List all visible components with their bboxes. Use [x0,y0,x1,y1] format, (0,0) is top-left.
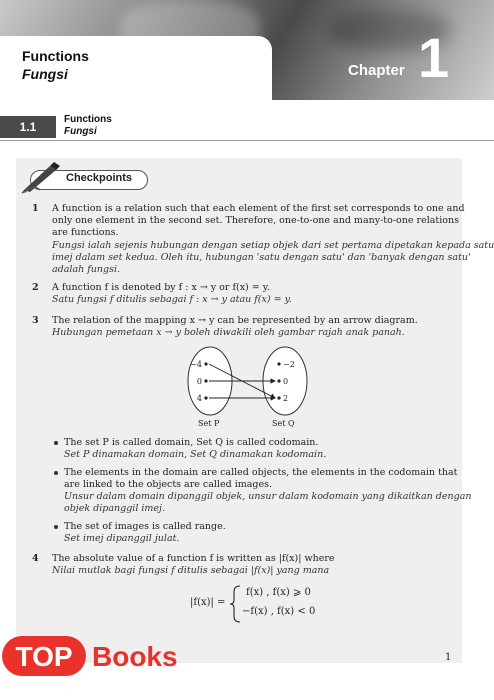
codomain-value: −2 [283,360,295,369]
codomain-value: 2 [283,394,289,403]
bullet-dot [54,525,58,529]
point2-text: A function f is denoted by f : x → y or f(x) = y. [52,282,270,293]
domain-point [204,396,207,399]
bullet-dot [54,471,58,475]
codomain-point [277,362,280,365]
bullet1-malay: Set P dinamakan domain, Set Q dinamakan kodomain. [64,449,327,460]
point2-malay: Satu fungsi f ditulis sebagai f : x → y atau f(x) = y. [52,294,292,305]
bullet1-text: The set P is called domain, Set Q is called codomain. [64,437,319,448]
section-title: Functions [64,114,112,125]
formula-lhs: |f(x)| = [190,597,226,608]
set-q-label: Set Q [272,419,295,428]
point1-text-line1: A function is a relation such that each element of the first set corresponds to one and [52,203,465,214]
codomain-point [277,396,280,399]
domain-point [204,362,207,365]
point4-malay: Nilai mutlak bagi fungsi f ditulis sebagai |f(x)| yang mana [52,565,330,576]
section-divider [0,140,494,141]
section-title-malay: Fungsi [64,126,97,137]
bullet2-text-line2: are linked to the objects are called images. [64,479,272,490]
chapter-title: Functions [22,48,89,64]
set-p-label: Set P [198,419,220,428]
formula-case1: f(x) , f(x) ⩾ 0 [246,587,311,598]
point1-text-line2: only one element in the second set. Therefore, one-to-one and many-to-one relations [52,215,459,226]
chapter-label: Chapter [348,62,405,79]
checkpoints-label: Checkpoints [66,172,133,184]
section-number: 1.1 [0,116,56,138]
point3-text: The relation of the mapping x → y can be represented by an arrow diagram. [52,315,418,326]
codomain-value: 0 [283,377,289,386]
pen-icon [20,160,66,194]
point-number: 2 [32,282,39,293]
chapter-number: 1 [418,26,450,89]
point1-malay-line1: Fungsi ialah sejenis hubungan dengan setiap objek dari set pertama dipetakan kepada satu [52,240,494,251]
domain-value: 4 [196,394,202,403]
logo-books-text: Books [92,641,178,672]
chapter-title-malay: Fungsi [22,66,68,82]
point1-malay-line3: adalah fungsi. [52,264,121,275]
codomain-point [277,379,280,382]
point-number: 1 [32,203,39,214]
bullet3-malay: Set imej dipanggil julat. [64,533,180,544]
domain-value: 0 [196,377,202,386]
point-number: 3 [32,315,39,326]
point4-text: The absolute value of a function f is written as |f(x)| where [52,553,335,564]
point-number: 4 [32,553,39,564]
bullet-dot [54,441,58,445]
point1-text-line3: are functions. [52,227,119,238]
topbooks-logo [0,628,220,680]
formula-brace [228,584,242,624]
bullet2-malay-line2: objek dipanggil imej. [64,503,166,514]
domain-point [204,379,207,382]
point3-malay: Hubungan pemetaan x → y boleh diwakili oleh gambar rajah anak panah. [52,327,405,338]
domain-value: −4 [190,360,202,369]
bullet2-text-line1: The elements in the domain are called objects, the elements in the codomain that [64,467,458,478]
bullet2-malay-line1: Unsur dalam domain dipanggil objek, unsur dalam kodomain yang dikaitkan dengan [64,491,472,502]
point1-malay-line2: imej dalam set kedua. Oleh itu, hubungan 'satu dengan satu' dan 'banyak dengan satu' [52,252,471,263]
bullet3-text: The set of images is called range. [64,521,226,532]
formula-case2: −f(x) , f(x) < 0 [242,606,316,617]
page-number: 1 [445,652,452,663]
logo-top-text: TOP [15,641,73,672]
arrow-diagram [180,345,330,427]
